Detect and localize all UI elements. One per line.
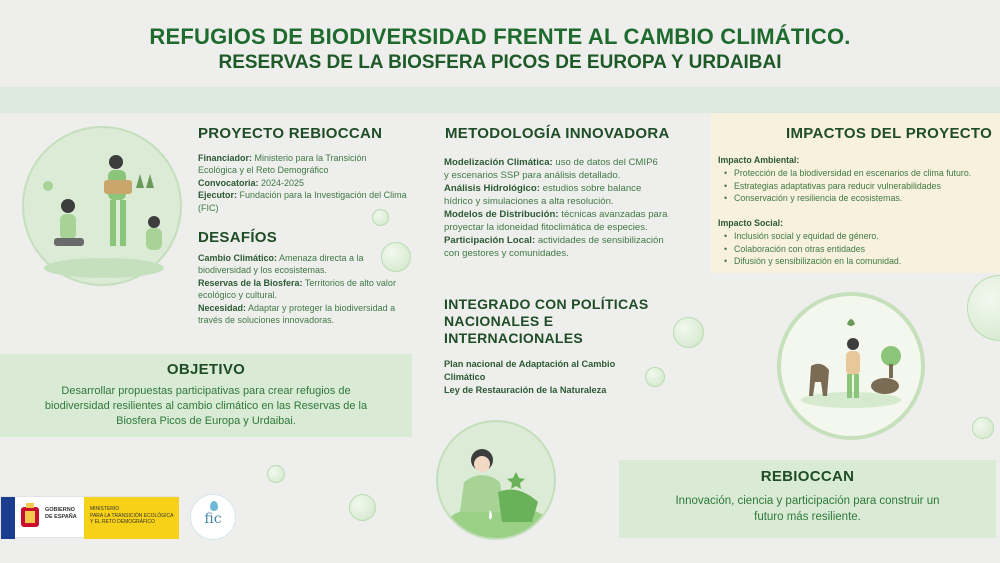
proyecto-line: Convocatoria: 2024-2025 [198,177,305,188]
ministerio-line: PARA LA TRANSICIÓN ECOLÓGICA [90,512,174,519]
politicas-heading-line: INTEGRADO CON POLÍTICAS [444,296,649,312]
rebioccan-line: futuro más resiliente. [754,511,861,523]
politica-item: Ley de Restauración de la Naturaleza [444,385,607,396]
objetivo-line: Biosfera Picos de Europa y Urdaibai. [116,415,296,427]
politica-item: Plan nacional de Adaptación al Cambio [444,359,616,369]
metodologia-line: Modelos de Distribución: técnicas avanzadas para [444,209,668,220]
desafios-details [198,252,413,326]
desafios-line: biodiversidad y los ecosistemas. [198,265,328,276]
illustration-gardeners [22,126,182,286]
bubble-decoration [967,275,1000,341]
desafios-line: través de soluciones innovadoras. [198,315,335,326]
gobierno-line: DE ESPAÑA [45,514,77,520]
metodologia-line: con gestores y comunidades. [444,248,569,259]
gobierno-line: GOBIERNO [45,507,75,513]
page-subtitle: RESERVAS DE LA BIOSFERA PICOS DE EUROPA Y URDAIBAI [218,52,782,73]
header-band [0,87,1000,113]
politicas-heading-line: NACIONALES E [444,313,554,329]
list-item: • Protección de la biodiversidad en escenarios de clima futuro. [718,167,971,180]
impactos-panel [711,113,1000,273]
eu-flag-icon [1,497,15,539]
ministerio-line: MINISTERIO [90,506,120,512]
fic-drop-icon [210,501,218,511]
list-item: • Inclusión social y equidad de género. [718,230,901,243]
metodologia-line: hídrico y simulaciones a alta resolución. [444,196,614,207]
metodologia-line: proyectar la idoneidad fitoclimática de especies. [444,222,648,233]
impacto-ambiental-list [718,167,971,205]
bubble-decoration [381,242,411,272]
impacto-social-label: Impacto Social: [718,218,784,228]
objetivo-line: biodiversidad resilientes al cambio climático en las Reservas de la [44,400,368,412]
rebioccan-line: Innovación, ciencia y participación para construir un [675,495,940,507]
bubble-decoration [267,465,285,483]
impacto-social-list [718,230,901,268]
proyecto-line: (FIC) [198,202,219,213]
proyecto-details [198,152,408,214]
fic-text: fic [204,511,222,527]
desafios-line: Necesidad: Adaptar y proteger la biodiversidad a [198,302,396,313]
coat-of-arms-icon [19,503,41,533]
proyecto-line: Financiador: Ministerio para la Transición [198,153,367,163]
gobierno-logo [0,496,178,538]
objetivo-panel [0,354,412,437]
metodologia-line: y escenarios SSP para análisis detallado. [444,170,621,181]
illustration-nature [777,292,925,440]
metodologia-heading: METODOLOGÍA INNOVADORA [445,125,670,142]
proyecto-heading: PROYECTO REBIOCCAN [198,125,383,142]
bubble-decoration [972,417,994,439]
bubble-decoration [372,209,389,226]
page-title: REFUGIOS DE BIODIVERSIDAD FRENTE AL CAMBIO CLIMÁTICO. [149,24,851,49]
list-item: • Estrategias adaptativas para reducir vulnerabilidades [718,180,971,193]
illustration-planting [436,420,556,540]
bubble-decoration [673,317,704,348]
list-item: • Colaboración con otras entidades [718,243,901,256]
proyecto-line: Ejecutor: Fundación para la Investigación del Clima [198,190,407,201]
metodologia-details [444,156,704,260]
politicas-heading-line: INTERNACIONALES [444,330,584,346]
impacto-ambiental-label: Impacto Ambiental: [718,155,800,165]
politicas-heading [444,296,648,347]
proyecto-line: Ecológica y el Reto Demográfico [198,165,329,176]
list-item: • Conservación y resiliencia de ecosistemas. [718,192,971,205]
desafios-line: Cambio Climático: Amenaza directa a la [198,253,364,263]
politica-item: Climático [444,372,486,383]
ministerio-line: Y EL RETO DEMOGRÁFICO [90,519,155,526]
rebioccan-text [619,493,996,525]
desafios-heading: DESAFÍOS [198,229,278,246]
metodologia-line: Participación Local: actividades de sensibilización [444,235,664,246]
metodologia-line: Modelización Climática: uso de datos del CMIP6 [444,157,658,168]
rebioccan-panel [619,460,996,538]
politicas-list [444,358,615,398]
ministerio-box [84,497,179,539]
gobierno-text [45,507,77,521]
desafios-line: ecológico y cultural. [198,290,278,301]
list-item: • Difusión y sensibilización en la comunidad. [718,255,901,268]
objetivo-text [0,384,412,429]
metodologia-line: Análisis Hidrológico: estudios sobre balance [444,183,642,194]
rebioccan-heading: REBIOCCAN [760,468,855,485]
objetivo-heading: OBJETIVO [166,361,246,378]
impactos-heading: IMPACTOS DEL PROYECTO [786,125,993,142]
objetivo-line: Desarrollar propuestas participativas para crear refugios de [61,385,351,397]
fic-logo [190,494,236,540]
bubble-decoration [645,367,665,387]
bubble-decoration [349,494,376,521]
desafios-line: Reservas de la Biosfera: Territorios de alto valor [198,277,396,288]
